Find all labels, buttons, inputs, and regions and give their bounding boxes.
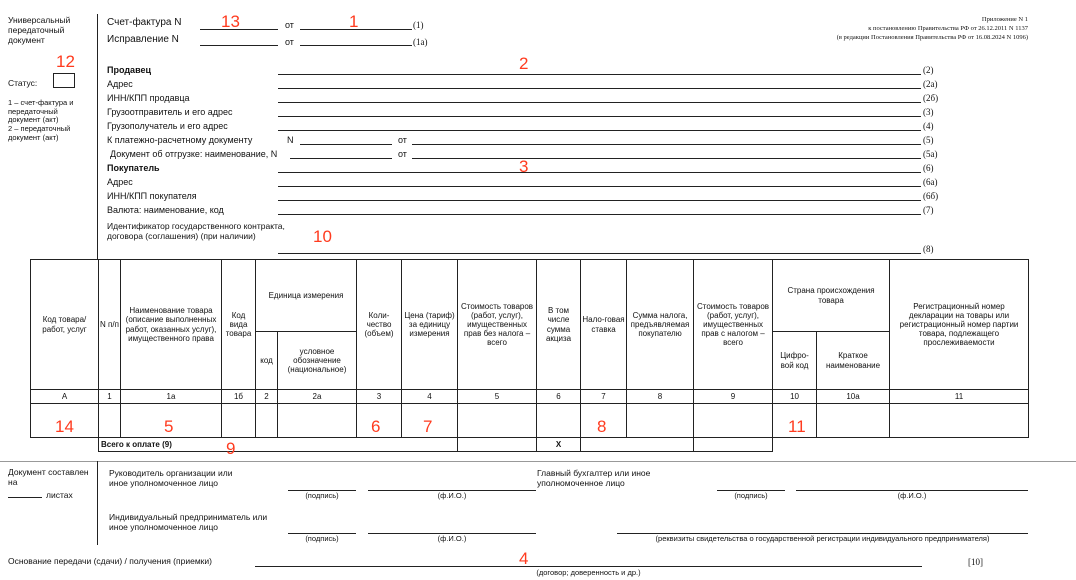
- col-code: 1б: [222, 390, 256, 404]
- code-6a: (6а): [923, 177, 938, 187]
- marker-14: 14: [55, 417, 74, 436]
- shipper-field[interactable]: [278, 116, 921, 117]
- invoice-label: Счет-фактура N: [107, 17, 182, 28]
- head-label: Руководитель организации или иное уполномоченное лицо: [109, 468, 233, 488]
- cell-cost-without-tax[interactable]: [458, 404, 537, 438]
- col-code: 6: [537, 390, 581, 404]
- seller-address-field[interactable]: [278, 88, 921, 89]
- head-name-caption: (ф.И.О.): [437, 491, 467, 500]
- basis-field[interactable]: [255, 566, 922, 567]
- footer-divider: [0, 461, 1076, 462]
- col-header-country-name: Краткое наименование: [817, 332, 890, 390]
- code-1: (1): [413, 20, 424, 30]
- buyer-field[interactable]: [278, 172, 921, 173]
- cell-kind[interactable]: [222, 404, 256, 438]
- marker-11: 11: [788, 417, 806, 436]
- consignee-field[interactable]: [278, 130, 921, 131]
- correction-label: Исправление N: [107, 34, 179, 45]
- consignee-label: Грузополучатель и его адрес: [107, 121, 228, 131]
- appendix-line-3: (в редакции Постановления Правительства РФ от 16.08.2024 N 1096): [836, 34, 1028, 41]
- basis-code: [10]: [968, 557, 983, 567]
- shipment-doc-from: от: [398, 149, 407, 159]
- total-row: [31, 438, 1029, 452]
- code-6: (6): [923, 163, 934, 173]
- basis-label: Основание передачи (сдачи) / получения (приемки): [8, 556, 212, 566]
- table-row: [31, 404, 1029, 438]
- marker-4: 4: [519, 549, 529, 568]
- code-3: (3): [923, 107, 934, 117]
- cell-cost-with-tax[interactable]: [694, 404, 773, 438]
- shipment-doc-number-field[interactable]: [290, 158, 392, 159]
- marker-1: 1: [349, 12, 359, 31]
- entrepreneur-name-caption: (ф.И.О.): [437, 534, 467, 543]
- document-title: Универсальный передаточный документ: [8, 15, 71, 45]
- payment-doc-date-field[interactable]: [412, 144, 921, 145]
- marker-3: 3: [519, 157, 529, 176]
- code-2: (2): [923, 65, 934, 75]
- seller-inn-label: ИНН/КПП продавца: [107, 93, 190, 103]
- code-1a: (1а): [413, 37, 428, 47]
- payment-doc-label: К платежно-расчетному документу: [107, 135, 253, 145]
- col-code: 3: [357, 390, 402, 404]
- status-label: Статус:: [8, 78, 38, 88]
- marker-9: 9: [226, 439, 236, 458]
- buyer-inn-label: ИНН/КПП покупателя: [107, 191, 197, 201]
- col-code: 10а: [817, 390, 890, 404]
- goods-table: [30, 259, 1029, 452]
- cell-registration[interactable]: [890, 404, 1029, 438]
- entrepreneur-signature-caption: (подпись): [305, 534, 339, 543]
- seller-field[interactable]: [278, 74, 921, 75]
- sheets-count-field[interactable]: [8, 497, 42, 498]
- total-cost-without-tax[interactable]: [458, 438, 537, 452]
- col-header-country-code: Цифро-вой код: [773, 332, 817, 390]
- total-cost-with-tax[interactable]: [694, 438, 773, 452]
- col-header-name: Наименование товара (описание выполненных работ, оказанных услуг), имущественного права: [121, 260, 222, 390]
- code-5: (5): [923, 135, 934, 145]
- seller-label: Продавец: [107, 65, 152, 75]
- col-code: 7: [581, 390, 627, 404]
- status-legend: 1 – счет-фактура и передаточный документ (акт) 2 – передаточный документ (акт): [8, 98, 74, 142]
- seller-address-label: Адрес: [107, 79, 133, 89]
- contract-id-field[interactable]: [278, 253, 921, 254]
- code-6b: (6б): [923, 191, 939, 201]
- col-code: А: [31, 390, 99, 404]
- basis-caption: (договор; доверенность и др.): [536, 568, 641, 577]
- col-header-unit: Единица измерения: [256, 260, 357, 332]
- contract-id-label: Идентификатор государственного контракта, договора (соглашения) (при наличии): [107, 221, 285, 241]
- shipment-doc-date-field[interactable]: [412, 158, 921, 159]
- marker-8: 8: [597, 417, 607, 436]
- cell-tax-amount[interactable]: [627, 404, 694, 438]
- seller-inn-field[interactable]: [278, 102, 921, 103]
- invoice-from-label: от: [285, 20, 294, 30]
- col-header-price: Цена (тариф) за единицу измерения: [402, 260, 458, 390]
- column-codes-row: [31, 390, 1029, 404]
- marker-5: 5: [164, 417, 174, 436]
- col-header-code: Код товара/ работ, услуг: [31, 260, 99, 390]
- col-code: 2а: [278, 390, 357, 404]
- col-header-unit-code: код: [256, 332, 278, 390]
- marker-10: 10: [313, 227, 332, 246]
- col-header-country: Страна происхождения товара: [773, 260, 890, 332]
- currency-field[interactable]: [278, 214, 921, 215]
- col-code: 5: [458, 390, 537, 404]
- marker-7: 7: [423, 417, 433, 436]
- buyer-address-field[interactable]: [278, 186, 921, 187]
- col-header-registration: Регистрационный номер декларации на товары или регистрационный номер партии товара, подлежащего прослеживаемости: [890, 260, 1029, 390]
- col-header-kind: Код вида товара: [222, 260, 256, 390]
- header-divider: [97, 14, 98, 259]
- payment-doc-n: N: [287, 135, 294, 145]
- code-5a: (5а): [923, 149, 938, 159]
- col-code: 10: [773, 390, 817, 404]
- cell-country-name[interactable]: [817, 404, 890, 438]
- marker-2: 2: [519, 54, 529, 73]
- col-code: 1а: [121, 390, 222, 404]
- col-code: 4: [402, 390, 458, 404]
- accountant-label: Главный бухгалтер или иное уполномоченное лицо: [537, 468, 651, 488]
- col-code: 11: [890, 390, 1029, 404]
- col-code: 8: [627, 390, 694, 404]
- total-excise: X: [537, 438, 581, 452]
- col-header-unit-symbol: условное обозначение (национальное): [278, 332, 357, 390]
- code-4: (4): [923, 121, 934, 131]
- payment-doc-from: от: [398, 135, 407, 145]
- head-signature-caption: (подпись): [305, 491, 339, 500]
- cell-unit-symbol[interactable]: [278, 404, 357, 438]
- buyer-label: Покупатель: [107, 163, 160, 173]
- col-header-excise: В том числе сумма акциза: [537, 260, 581, 390]
- col-header-tax-amount: Сумма налога, предъявляемая покупателю: [627, 260, 694, 390]
- payment-doc-number-field[interactable]: [300, 144, 392, 145]
- correction-from-label: от: [285, 37, 294, 47]
- cell-excise[interactable]: [537, 404, 581, 438]
- correction-date-field[interactable]: [300, 45, 412, 46]
- appendix-line-2: к постановлению Правительства РФ от 26.12.2011 N 1137: [868, 25, 1028, 32]
- code-2b: (2б): [923, 93, 939, 103]
- accountant-name-caption: (ф.И.О.): [897, 491, 927, 500]
- currency-label: Валюта: наименование, код: [107, 205, 224, 215]
- status-input[interactable]: [53, 73, 75, 88]
- code-2a: (2а): [923, 79, 938, 89]
- col-header-cost-without-tax: Стоимость товаров (работ, услуг), имущественных прав без налога – всего: [458, 260, 537, 390]
- marker-6: 6: [371, 417, 381, 436]
- code-7: (7): [923, 205, 934, 215]
- col-header-qty: Коли-чество (объем): [357, 260, 402, 390]
- correction-number-field[interactable]: [200, 45, 278, 46]
- appendix-line-1: Приложение N 1: [981, 16, 1028, 23]
- code-8: (8): [923, 244, 934, 254]
- marker-12: 12: [56, 52, 75, 71]
- shipment-doc-label: Документ об отгрузке: наименование, N: [110, 149, 278, 159]
- requisites-caption: (реквизиты свидетельства о государственной регистрации индивидуального предпринимателя): [655, 534, 990, 543]
- col-code: 2: [256, 390, 278, 404]
- total-label: Всего к оплате (9): [99, 438, 458, 452]
- shipper-label: Грузоотправитель и его адрес: [107, 107, 233, 117]
- sheets-label: листах: [46, 490, 73, 500]
- col-header-num: N п/п: [99, 260, 121, 390]
- buyer-address-label: Адрес: [107, 177, 133, 187]
- col-header-tax-rate: Нало-говая ставка: [581, 260, 627, 390]
- accountant-signature-caption: (подпись): [734, 491, 768, 500]
- cell-unit-code[interactable]: [256, 404, 278, 438]
- cell-num[interactable]: [99, 404, 121, 438]
- total-tax-amount[interactable]: [581, 438, 694, 452]
- buyer-inn-field[interactable]: [278, 200, 921, 201]
- col-code: 9: [694, 390, 773, 404]
- marker-13: 13: [221, 12, 240, 31]
- col-code: 1: [99, 390, 121, 404]
- entrepreneur-label: Индивидуальный предприниматель или иное уполномоченное лицо: [109, 512, 268, 532]
- col-header-cost-with-tax: Стоимость товаров (работ, услуг), имущественных прав с налогом – всего: [694, 260, 773, 390]
- compiled-label: Документ составлен на: [8, 467, 89, 487]
